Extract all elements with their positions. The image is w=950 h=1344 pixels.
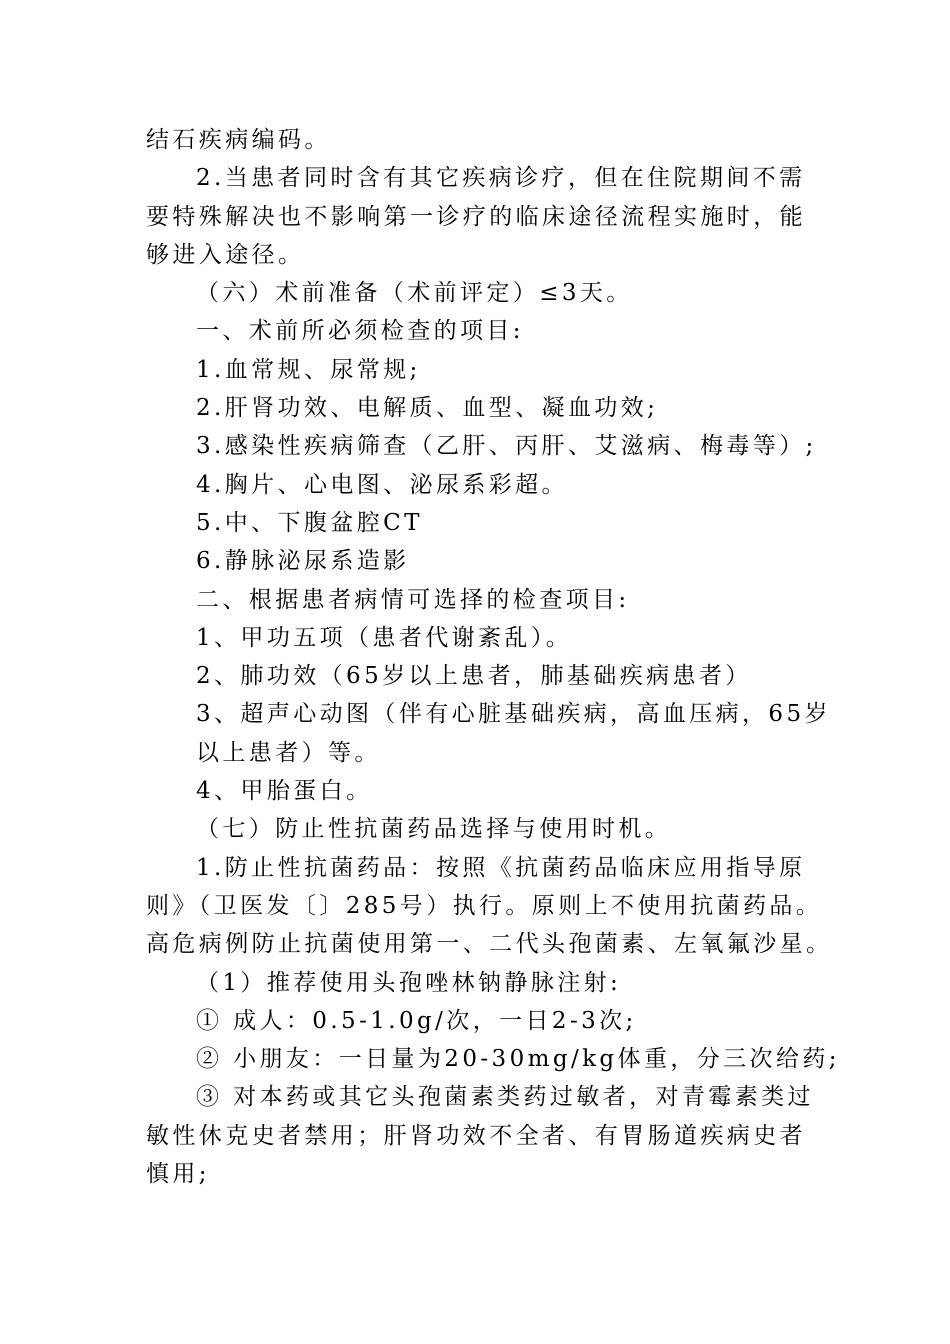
subsection-heading: 一、术前所必须检查的项目: [196,318,524,345]
list-item: 3.感染性疾病筛查（乙肝、丙肝、艾滋病、梅毒等）; [196,433,817,460]
list-item: 5.中、下腹盆腔CT [196,509,423,536]
subsection-heading: 二、根据患者病情可选择的检查项目: [196,586,630,613]
text-line: 则》（卫医发〔〕285号）执行。原则上不使用抗菌药品。 [146,892,823,919]
list-item: 6.静脉泌尿系造影 [196,548,410,575]
list-item: 3、超声心动图（伴有心脏基础疾病，高血压病，65岁 [196,701,831,728]
text-line: （1）推荐使用头孢唑林钠静脉注射: [196,969,622,996]
list-item: 4、甲胎蛋白。 [196,778,373,805]
document-page [146,121,840,1193]
text-line: 2.当患者同时含有其它疾病诊疗，但在住院期间不需 [196,165,806,192]
text-line: 慎用; [146,1161,210,1188]
text-line: 结石疾病编码。 [146,127,331,153]
list-item: ③ 对本药或其它头孢菌素类药过敏者，对青霉素类过 [196,1084,814,1111]
list-item: 2.肝肾功效、电解质、血型、凝血功效; [196,395,659,422]
section-heading: （七）防止性抗菌药品选择与使用时机。 [196,816,672,843]
text-line: 够进入途径。 [146,241,305,268]
section-heading: （六）术前准备（术前评定）≤3天。 [196,280,633,307]
list-item-continuation: 以上患者）等。 [196,739,381,766]
list-item: 2、肺功效（65岁以上患者，肺基础疾病患者） [196,663,752,690]
text-line: 要特殊解决也不影响第一诊疗的临床途径流程实施时，能 [146,203,806,230]
list-item: ② 小朋友：一日量为20-30mg/kg体重，分三次给药; [196,1046,840,1073]
list-item: 1、甲功五项（患者代谢紊乱）。 [196,624,573,651]
list-item: 4.胸片、心电图、泌尿系彩超。 [196,471,568,498]
list-item: 1.血常规、尿常规; [196,356,421,383]
text-line: 敏性休克史者禁用；肝肾功效不全者、有胃肠道疾病史者 [146,1122,806,1149]
text-line: 1.防止性抗菌药品：按照《抗菌药品临床应用指导原 [196,854,806,881]
list-item: ① 成人：0.5-1.0g/次，一日2-3次; [196,1007,637,1034]
text-line: 高危病例防止抗菌使用第一、二代头孢菌素、左氧氟沙星。 [146,931,833,958]
